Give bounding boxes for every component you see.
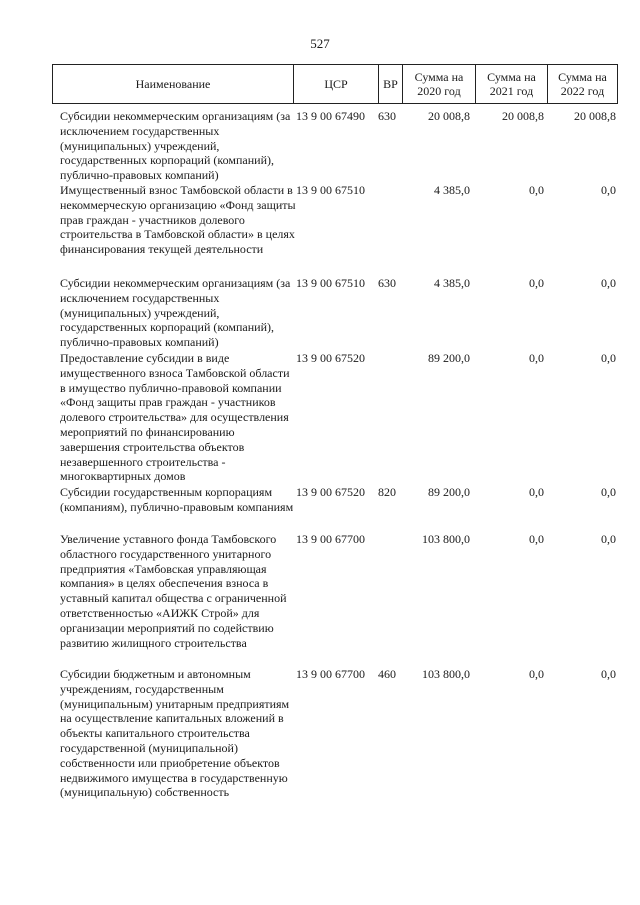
row-sum-2020: 103 800,0 (422, 532, 470, 546)
row-sum-2021: 0,0 (529, 351, 544, 365)
row-sum-2022: 0,0 (601, 276, 616, 290)
row-sum-2022: 0,0 (601, 532, 616, 546)
row-csr: 13 9 00 67490 (296, 109, 365, 123)
row-vr: 820 (378, 485, 396, 499)
row-sum-2020: 103 800,0 (422, 667, 470, 681)
row-csr: 13 9 00 67520 (296, 485, 365, 499)
row-vr: 630 (378, 109, 396, 123)
row-sum-2022: 0,0 (601, 351, 616, 365)
header-sum-2020: Сумма на 2020 год (402, 65, 475, 103)
header-name: Наименование (135, 77, 211, 91)
row-sum-2021: 0,0 (529, 485, 544, 499)
row-name: Предоставление субсидии в виде имущественного взноса Тамбовской области в имущество публично-правовой компании «Фонд защиты прав граждан - участников долевого строительства» для осуществления мероприятий по финансированию завершения строительства объектов незавершенного строительства - многоквартирных домов (60, 351, 290, 484)
row-sum-2021: 0,0 (529, 532, 544, 546)
row-name: Имущественный взнос Тамбовской области в некоммерческую организацию «Фонд защиты прав граждан - участников долевого строительства в Тамбовской области» в целях финансирования текущей деятельности (60, 183, 296, 257)
row-csr: 13 9 00 67510 (296, 276, 365, 290)
row-sum-2020: 89 200,0 (428, 351, 470, 365)
row-sum-2022: 0,0 (601, 183, 616, 197)
row-csr: 13 9 00 67700 (296, 667, 365, 681)
row-sum-2022: 0,0 (601, 667, 616, 681)
row-name: Субсидии некоммерческим организациям (за исключением государственных (муниципальных) учреждений, государственных корпораций (компаний), публично-правовых компаний) (60, 109, 291, 183)
row-sum-2021: 0,0 (529, 667, 544, 681)
header-vr: ВР (378, 65, 402, 103)
row-vr: 460 (378, 667, 396, 681)
row-name: Субсидии некоммерческим организациям (за исключением государственных (муниципальных) учреждений, государственных корпораций (компаний), публично-правовых компаний) (60, 276, 291, 350)
row-sum-2020: 4 385,0 (434, 276, 470, 290)
row-name: Субсидии бюджетным и автономным учреждениям, государственным (муниципальным) унитарным предприятиям на осуществление капитальных вложений в объекты капитального строительства государственной (муниципальной) собственности или приобретение объектов недвижимого имущества в государственную (муниципальную) собственность (60, 667, 290, 800)
row-csr: 13 9 00 67510 (296, 183, 365, 197)
row-sum-2020: 4 385,0 (434, 183, 470, 197)
header-sum-2022: Сумма на 2022 год (547, 65, 617, 103)
row-sum-2022: 20 008,8 (574, 109, 616, 123)
row-sum-2022: 0,0 (601, 485, 616, 499)
row-csr: 13 9 00 67700 (296, 532, 365, 546)
row-sum-2020: 20 008,8 (428, 109, 470, 123)
header-sum-2021: Сумма на 2021 год (475, 65, 547, 103)
row-sum-2021: 0,0 (529, 183, 544, 197)
page-number: 527 (310, 36, 330, 51)
row-sum-2021: 20 008,8 (502, 109, 544, 123)
row-name: Увеличение уставного фонда Тамбовского областного государственного унитарного предприятия «Тамбовская управляющая компания» в целях обеспечения взноса в уставный капитал общества с ограниченной ответственностью «АИЖК Строй» для организации мероприятий по содействию развитию жилищного строительства (60, 532, 287, 650)
row-csr: 13 9 00 67520 (296, 351, 365, 365)
header-csr: ЦСР (293, 65, 378, 103)
row-vr: 630 (378, 276, 396, 290)
row-sum-2021: 0,0 (529, 276, 544, 290)
row-sum-2020: 89 200,0 (428, 485, 470, 499)
row-name: Субсидии государственным корпорациям (компаниям), публично-правовым компаниям (60, 485, 294, 514)
